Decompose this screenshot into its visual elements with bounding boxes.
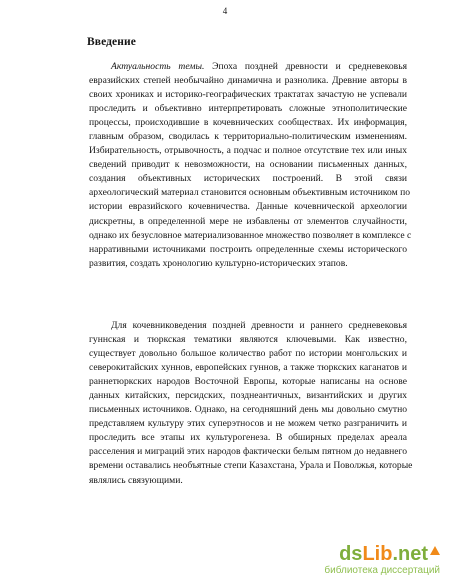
paragraph-line: главным образом, сводилась к территориально-политическим изменениям. (89, 131, 407, 143)
lead-term: Актуальность темы. (111, 61, 205, 72)
logo-ds: ds (339, 543, 363, 565)
paragraph-line: развития, создать хронологию культурно-исторических этапов. (89, 257, 348, 269)
paragraph-line: Избирательность, отрывочность, а подчас и полное отсутствие тех или иных (89, 145, 407, 157)
paragraph-line: гуннская и тюркская тематики являются ключевыми. Как известно, (89, 334, 407, 346)
paragraph-line: раннетюркских народов Восточной Европы, которые написаны на основе (89, 376, 407, 388)
watermark-caption: библиотека диссертаций (324, 565, 440, 576)
paragraph-line: археологический материал становится основным объективным источником по (89, 187, 411, 199)
paragraph-line: создания объективных исторических построений. В этой связи (89, 173, 407, 185)
paragraph-line: дискретны, в определенной мере не избавлены от элементов случайности, (89, 215, 407, 227)
paragraph-line: проследить все этапы их культурогенеза. В обширных пределах ареала (89, 432, 407, 444)
paragraph-line (89, 60, 407, 74)
paragraph-line: своих хрониках и историко-географических трактатах зачастую не успевали (89, 89, 407, 101)
paragraph-line: расселения и миграций этих народов фактически белым пятном до недавнего (89, 446, 407, 458)
paragraph-nomad-studies (89, 319, 413, 488)
paragraph-line: времени оставались необъятные степи Казахстана, Урала и Поволжья, которые (89, 460, 413, 472)
paragraph-line: данных китайских, персидских, позднеантичных, византийских и других (89, 390, 407, 402)
line-text: Эпоха поздней древности и средневековья (204, 61, 407, 72)
paragraph-line: существует довольно большое количество работ по истории монгольских и (89, 348, 407, 360)
logo-net: .net (392, 543, 428, 565)
paragraph-line: однако их безусловное материализованное множество позволяет в комплексе с (89, 229, 412, 241)
paragraph-line: Для кочевниковедения поздней древности и раннего средневековья (111, 320, 407, 331)
section-heading: Введение (87, 36, 136, 48)
page-number: 4 (222, 6, 228, 16)
paragraph-line: северокитайских хуннов, европейских гуннов, а также тюркских каганатов и (89, 362, 407, 374)
paragraph-line: истории евразийского кочевничества. Данные кочевнической археологии (89, 201, 407, 213)
paragraph-line: письменных источников. Однако, на сегодняшний день мы довольно смутно (89, 404, 407, 416)
paragraph-line: проследить и объективно интерпретировать сложные этнополитические (89, 103, 407, 115)
logo-lib: Lib (362, 543, 393, 565)
paragraph-line: сведений приводит к невозможности, на основании письменных данных, (89, 159, 407, 171)
dslib-watermark[interactable] (324, 544, 440, 576)
paragraph-line: процессы, происходившие в кочевнических сообществах. Их информация, (89, 117, 407, 129)
paragraph-line: представляем культуру этих суперэтносов и не можем четко разграничить и (89, 418, 407, 430)
paragraph-line: евразийских степей необычайно динамична и разнолика. Древние авторы в (89, 75, 407, 87)
dslib-logo (339, 544, 428, 564)
paragraph-relevance (89, 60, 412, 271)
triangle-logo-icon (430, 546, 440, 555)
paragraph-line: являлись связующими. (89, 474, 183, 486)
paragraph-line: нарративными источниками построить определенные схемы исторического (89, 243, 407, 255)
